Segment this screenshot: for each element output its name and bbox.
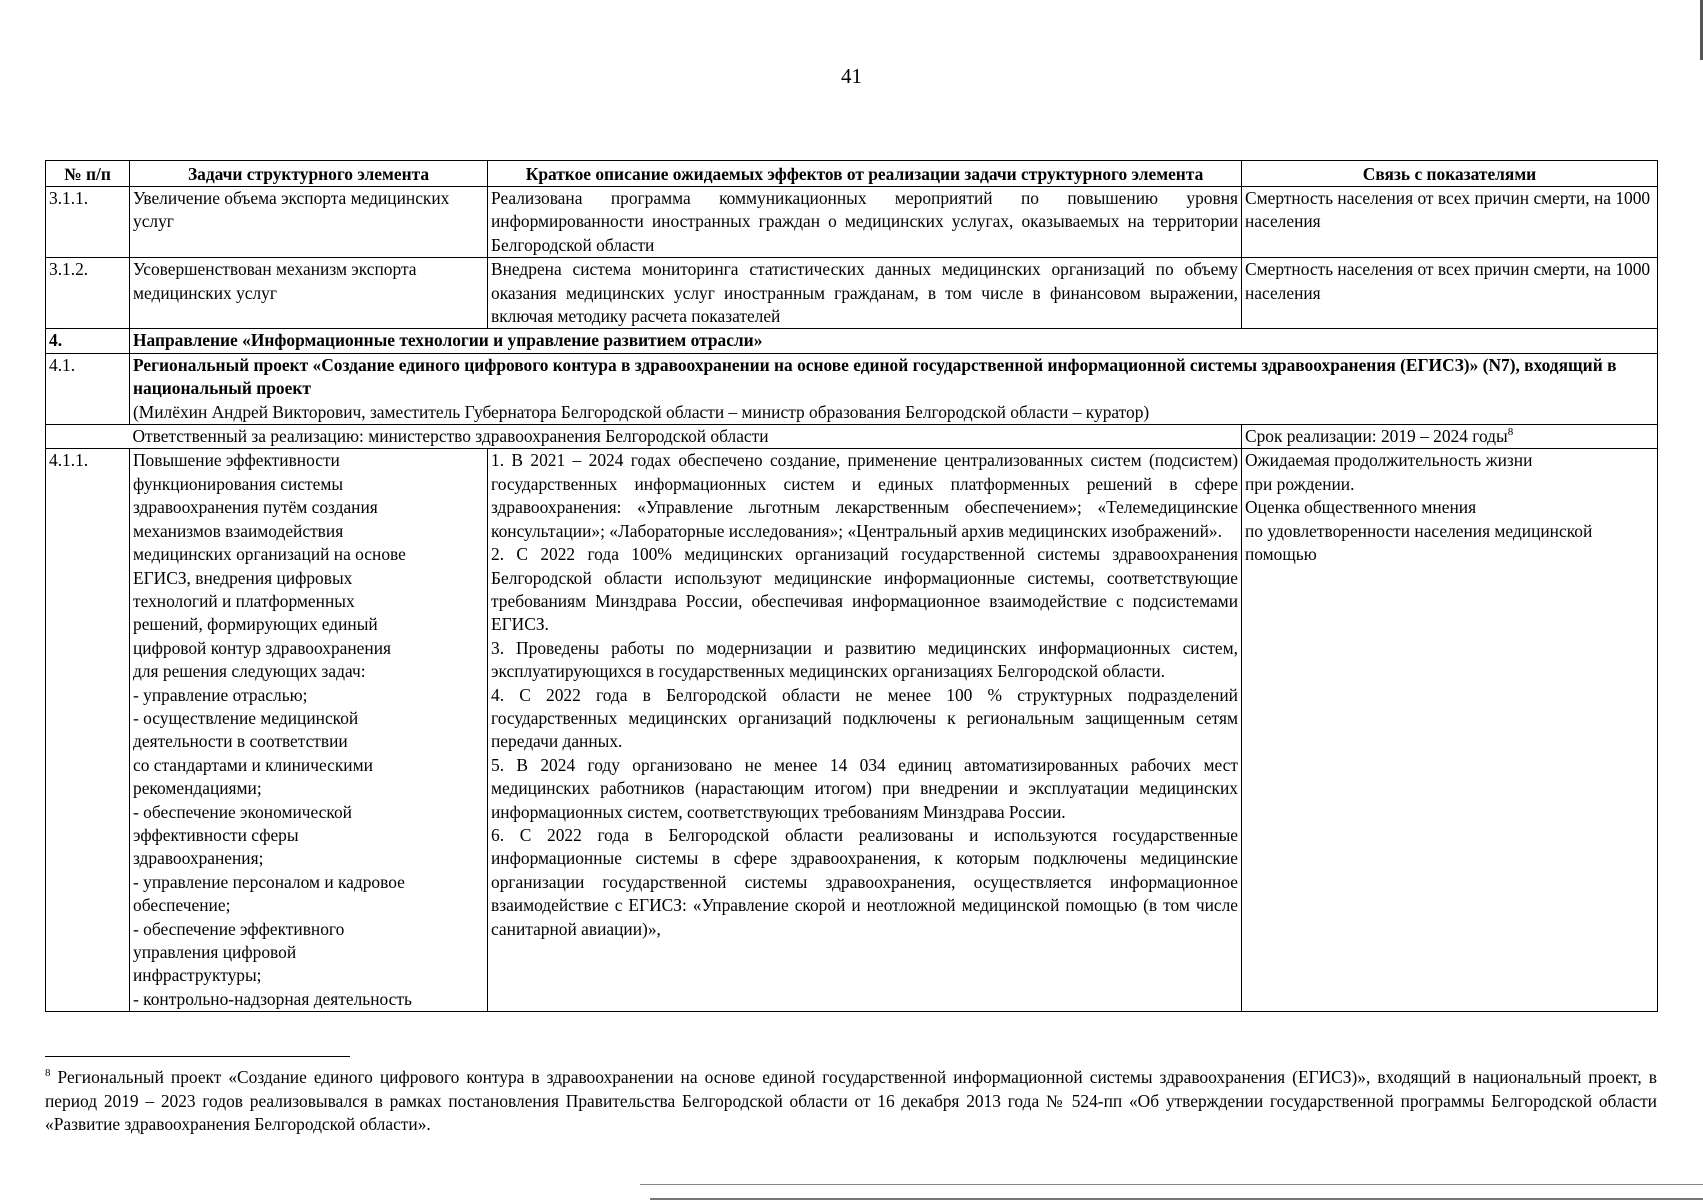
task-line: рекомендациями; <box>133 778 262 799</box>
direction-title: Направление «Информационные технологии и управление развитием отрасли» <box>130 329 1658 353</box>
row-effect: Внедрена система мониторинга статистических данных медицинских организаций по объему оказания медицинских услуг иностранным гражданам, в том числе в финансовом выражении, включая методику расчета показателей <box>488 258 1242 329</box>
effect-item: 6. С 2022 года в Белгородской области реализованы и используются государственные информационные системы в сфере здравоохранения, к которым подключены медицинские организации государственной системы здравоохранения, осуществляется информационное взаимодействие с ЕГИСЗ: «Управление скорой и неотложной медицинской помощью (в том числе санитарной авиации)», <box>491 824 1238 939</box>
row-task-lines <box>130 449 488 1012</box>
effect-item: 2. С 2022 года 100% медицинских организаций государственной системы здравоохранения Белгородской области используют медицинские информационные системы, соответствующие требованиям Минздрава России, обеспечивая информационное взаимодействие с подсистемами ЕГИСЗ. <box>491 544 1238 635</box>
footnote-text: Региональный проект «Создание единого цифрового контура в здравоохранении на основе единой государственной информационной системы здравоохранения (ЕГИСЗ)», входящий в национальный проект, в период 2019 – 2023 годов реализовывался в рамках постановления Правительства Белгородской области от 16 декабря 2013 года № 524-пп «Об утверждении государственной программы Белгородской области «Развитие здравоохранения Белгородской области». <box>45 1067 1657 1134</box>
task-line: со стандартами и клиническими <box>133 754 373 775</box>
task-line: решений, формирующих единый <box>133 614 378 635</box>
task-line: деятельности в соответствии <box>133 731 348 752</box>
task-line: управления цифровой <box>133 942 297 962</box>
page-number: 41 <box>841 64 862 88</box>
row-num: 3.1.2. <box>46 258 130 329</box>
row-link: Смертность населения от всех причин смерти, на 1000 населения <box>1242 258 1658 329</box>
project-cell <box>130 353 1658 424</box>
implementation-period <box>1242 425 1658 449</box>
scan-artifact-line <box>640 1184 1703 1185</box>
task-line: - обеспечение эффективного <box>133 918 345 939</box>
project-row <box>46 353 1658 424</box>
effect-item: 3. Проведены работы по модернизации и развитию медицинских информационных систем, эксплуатирующихся в государственных медицинских организациях Белгородской области. <box>491 637 1238 682</box>
task-line: - обеспечение экономической <box>133 801 352 822</box>
direction-row <box>46 329 1658 353</box>
row-link-lines <box>1242 449 1658 1012</box>
header-effect: Краткое описание ожидаемых эффектов от реализации задачи структурного элемента <box>488 161 1242 187</box>
task-line: - управление персоналом и кадровое <box>133 871 405 892</box>
effect-item: 5. В 2024 году организовано не менее 14 034 единиц автоматизированных рабочих мест медицинских работников (нарастающим итогом) при внедрении и эксплуатации медицинских информационных систем, соответствующих требованиям Минздрава России. <box>491 754 1238 822</box>
task-line: - осуществление медицинской <box>133 707 359 728</box>
task-line: для решения следующих задач: <box>133 661 366 682</box>
task-line: механизмов взаимодействия <box>133 520 344 541</box>
project-num: 4.1. <box>46 353 130 424</box>
row-link: Смертность населения от всех причин смерти, на 1000 населения <box>1242 187 1658 258</box>
responsible-spacer <box>46 425 130 449</box>
indicator-line: Оценка общественного мнения <box>1245 497 1477 518</box>
row-num: 3.1.1. <box>46 187 130 258</box>
effect-item: 1. В 2021 – 2024 годах обеспечено создание, применение централизованных систем (подсистем) государственных информационных систем и единых платформенных решений в сфере здравоохранения: «Управление льготным лекарственным обеспечением»; «Телемедицинские консультации»; «Лабораторные исследования»; «Центральный архив медицинских изображений». <box>491 450 1238 541</box>
task-line: - контрольно-надзорная деятельность <box>133 988 412 1009</box>
table-row <box>46 187 1658 258</box>
table-header-row <box>46 161 1658 187</box>
program-table <box>45 160 1658 1012</box>
table-row-411 <box>46 449 1658 1012</box>
project-curator: (Милёхин Андрей Викторович, заместитель Губернатора Белгородской области – министр образования Белгородской области – куратор) <box>133 401 1150 422</box>
task-line: Повышение эффективности <box>133 450 340 471</box>
task-line: обеспечение; <box>133 895 231 916</box>
task-line: эффективности сферы <box>133 824 299 845</box>
indicator-line: Ожидаемая продолжительность жизни <box>1245 450 1533 471</box>
footnote-ref: 8 <box>1507 426 1514 439</box>
table-row <box>46 258 1658 329</box>
responsible-row <box>46 425 1658 449</box>
indicator-line: по удовлетворенности населения медицинской <box>1245 520 1593 541</box>
row-effects <box>488 449 1242 1012</box>
footnote-marker: 8 <box>45 1067 51 1080</box>
task-line: здравоохранения; <box>133 848 264 869</box>
header-task: Задачи структурного элемента <box>130 161 488 187</box>
header-link: Связь с показателями <box>1242 161 1658 187</box>
task-line: - управление отраслью; <box>133 684 308 705</box>
row-num: 4.1.1. <box>46 449 130 1012</box>
row-task: Усовершенствован механизм экспорта медицинских услуг <box>130 258 488 329</box>
header-num: № п/п <box>46 161 130 187</box>
task-line: здравоохранения путём создания <box>133 497 378 518</box>
task-line: ЕГИСЗ, внедрения цифровых <box>133 567 353 588</box>
implementation-period-text: Срок реализации: 2019 – 2024 годы <box>1245 426 1508 447</box>
task-line: технологий и платформенных <box>133 590 355 611</box>
footnote-separator <box>45 1056 350 1057</box>
task-line: функционирования системы <box>133 473 344 494</box>
row-task: Увеличение объема экспорта медицинских услуг <box>130 187 488 258</box>
responsible-text: Ответственный за реализацию: министерство здравоохранения Белгородской области <box>130 425 1242 449</box>
project-title: Региональный проект «Создание единого цифрового контура в здравоохранении на основе единой государственной информационной системы здравоохранения (ЕГИСЗ)» (N7), входящий в национальный проект <box>133 354 1617 399</box>
effect-item: 4. С 2022 года в Белгородской области не менее 100 % структурных подразделений государственных медицинских организаций подключены к региональным защищенным сетям передачи данных. <box>491 684 1238 752</box>
task-line: цифровой контур здравоохранения <box>133 637 392 658</box>
indicator-line: при рождении. <box>1245 473 1355 494</box>
row-effect: Реализована программа коммуникационных мероприятий по повышению уровня информированности иностранных граждан о медицинских услугах, оказываемых на территории Белгородской области <box>488 187 1242 258</box>
footnote <box>45 1066 1657 1137</box>
direction-num: 4. <box>46 329 130 353</box>
indicator-line: помощью <box>1245 544 1317 565</box>
task-line: медицинских организаций на основе <box>133 544 406 565</box>
task-line: инфраструктуры; <box>133 965 262 986</box>
